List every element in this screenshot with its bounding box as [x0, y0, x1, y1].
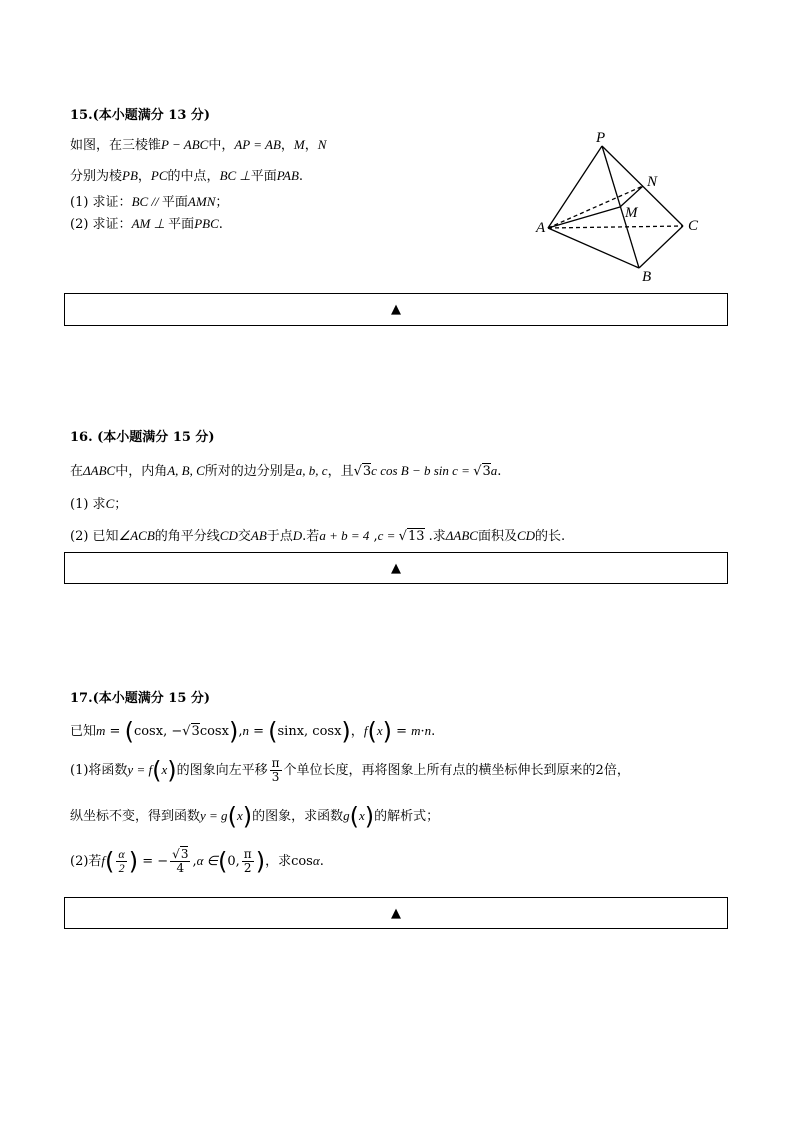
q15-math: BC //: [131, 194, 162, 209]
paren-icon: ): [341, 717, 351, 746]
q16-text: ；: [114, 497, 128, 512]
q15-text: .: [218, 217, 223, 232]
q17-text: (2)若: [70, 854, 102, 869]
paren-icon: ): [228, 717, 239, 746]
q17-math: 0,: [227, 854, 240, 869]
paren-icon: ): [255, 847, 266, 876]
sqrt-symbol: √: [398, 529, 407, 544]
q15-part2: [70, 213, 223, 232]
q15-text: ，: [137, 169, 151, 184]
paren-icon: (: [124, 717, 134, 746]
q17-text: ,: [192, 854, 197, 869]
q16-text: .若: [302, 529, 320, 544]
paren-icon: ): [242, 802, 253, 831]
q17-text: (1)将函数: [70, 763, 128, 778]
q17-math: g: [343, 808, 350, 823]
q16-math: c cos B − b sin c =: [371, 463, 474, 478]
q17-math: cosx: [199, 724, 229, 739]
q16-math: CD: [219, 528, 238, 543]
q15-text: 中，: [208, 138, 235, 153]
q16-text: 于点: [266, 529, 293, 544]
q16-text: 中，内角: [115, 464, 168, 479]
q15-text: (1) 求证：: [70, 195, 132, 210]
q15-math: PC: [150, 168, 168, 183]
edge-ac-hidden: [548, 226, 683, 228]
vector-m: m: [411, 723, 421, 738]
q16-math: D: [292, 528, 303, 543]
q16-math: ΔABC: [445, 528, 478, 543]
q15-math: AMN: [187, 194, 216, 209]
q15-math: PBC: [194, 216, 219, 231]
q16-math: a, b, c: [295, 463, 328, 478]
q16-math: ΔABC: [83, 463, 116, 478]
paren-icon: (: [152, 756, 162, 785]
q16-text: 的角平分线: [154, 529, 220, 544]
q16-text: ，且: [327, 464, 354, 479]
q17-text: = −: [138, 854, 169, 869]
answer-marker-icon: ▲: [391, 905, 401, 921]
q17-text: 的图象向左平移: [176, 763, 268, 778]
q15-text: 如图，在三棱锥: [70, 138, 162, 153]
q15-text: ；: [215, 195, 229, 210]
q17-text: 已知: [70, 724, 97, 739]
q17-math: sinx, cosx: [277, 724, 342, 739]
q16-math: AB: [250, 528, 267, 543]
q16-math: a: [490, 463, 498, 478]
q15-math: BC ⊥: [219, 168, 251, 183]
fraction-pi-over-3: [270, 757, 282, 784]
q15-text: (2) 求证：: [70, 217, 132, 232]
q15-text: 分别为棱: [70, 169, 123, 184]
fraction-alpha-over-2: [116, 848, 126, 875]
q15-math: N: [317, 137, 327, 152]
q15-math: PB: [122, 168, 138, 183]
frac-num: α: [118, 847, 125, 861]
q16-math: c =: [377, 528, 399, 543]
fraction-pi-over-2: [242, 848, 254, 875]
sqrt-symbol: √: [182, 724, 191, 739]
q15-math: AM ⊥: [131, 216, 169, 231]
q16-text: (1) 求: [70, 497, 106, 512]
q17-math: 3: [191, 724, 200, 739]
q17-text: =: [391, 724, 412, 739]
q17-math: cos: [291, 854, 313, 869]
q16-stem: [70, 460, 501, 479]
paren-icon: (: [105, 847, 115, 876]
frac-num: π: [271, 756, 280, 770]
q16-math: 13: [407, 529, 425, 544]
q16-text: 的长.: [535, 529, 566, 544]
q17-math: f: [101, 853, 106, 868]
q17-text: 的解析式；: [374, 809, 440, 824]
q16-heading: 16. (本小题满分 15 分): [70, 430, 215, 445]
q15-text: 平面: [161, 195, 188, 210]
q16-text: ,: [369, 529, 378, 544]
frac-num: √3: [172, 847, 189, 861]
paren-icon: ): [128, 847, 139, 876]
q17-text: 的图象，求函数: [252, 809, 344, 824]
q17-math: x: [358, 808, 365, 823]
q17-text: =: [248, 724, 269, 739]
q15-text: ，: [280, 138, 294, 153]
paren-icon: (: [367, 717, 377, 746]
q15-answer-box[interactable]: [64, 293, 728, 326]
vector-m: m: [96, 723, 106, 738]
q17-text: 纵坐标不变，得到函数: [70, 809, 201, 824]
q16-text: .: [497, 464, 502, 479]
q17-math: α: [312, 853, 320, 868]
q17-text: 倍，: [603, 763, 630, 778]
frac-num-radicand: 3: [180, 847, 189, 861]
q15-math: P − ABC: [161, 137, 209, 152]
q15-stem-line1: [70, 134, 326, 153]
q16-math: CD: [516, 528, 536, 543]
q17-math: α ∈: [196, 853, 219, 868]
q17-answer-box[interactable]: [64, 897, 728, 929]
q16-math: A, B, C: [167, 463, 205, 478]
q16-math: ∠ACB: [118, 528, 155, 543]
q17-text: =: [105, 724, 125, 739]
q15-text: .: [298, 169, 304, 184]
q15-text: ，: [304, 138, 318, 153]
q16-text: 面积及: [477, 529, 517, 544]
q17-text: 个单位长度，再将图象上所有点的横坐标伸长到原来的: [283, 763, 596, 778]
q16-answer-box[interactable]: [64, 552, 728, 584]
paren-icon: (: [218, 847, 228, 876]
q15-text: 平面: [250, 169, 277, 184]
sqrt-symbol: √: [473, 464, 482, 479]
paren-icon: (: [268, 717, 278, 746]
q17-text: ，: [350, 724, 364, 739]
q15-math: PAB: [276, 168, 299, 183]
q16-math: 3: [362, 464, 372, 479]
paren-icon: ): [167, 756, 177, 785]
answer-marker-icon: ▲: [391, 560, 401, 576]
edge-mn: [620, 186, 643, 207]
paren-icon: (: [349, 802, 359, 831]
q17-math: x: [161, 762, 168, 777]
edge-bc: [639, 226, 683, 268]
frac-den: 4: [176, 861, 185, 875]
q16-math: a + b = 4: [319, 528, 370, 543]
paren-icon: ): [364, 802, 375, 831]
q17-math: x: [236, 808, 243, 823]
paren-icon: ): [382, 717, 392, 746]
sqrt-symbol: √: [353, 464, 362, 479]
q17-math: y = g: [200, 808, 228, 823]
q15-stem-line2: [70, 165, 303, 184]
answer-marker-icon: ▲: [391, 302, 401, 317]
edge-ab: [548, 228, 639, 268]
q15-pyramid-figure: [520, 124, 730, 286]
paren-icon: (: [227, 802, 237, 831]
frac-den: 2: [243, 861, 252, 875]
vector-n: n: [424, 723, 432, 738]
q16-math: C: [105, 496, 115, 511]
q16-part2: [70, 525, 565, 544]
q17-part1: [70, 757, 630, 784]
label-c: C: [688, 218, 699, 234]
q17-math: f: [363, 723, 368, 738]
frac-num: π: [243, 847, 252, 861]
label-m: M: [625, 205, 638, 221]
q16-text: 在: [70, 464, 84, 479]
label-p: P: [596, 130, 606, 146]
q17-math: y = f: [127, 762, 153, 777]
q17-math: x: [376, 723, 383, 738]
q17-text: ,: [238, 724, 243, 739]
q16-text: 所对的边分别是: [204, 464, 296, 479]
q17-heading: 17.(本小题满分 15 分): [70, 691, 211, 706]
label-b: B: [642, 269, 652, 285]
q16-text: .求: [424, 529, 446, 544]
q17-part1-line2: [70, 802, 440, 831]
q17-text: .: [319, 854, 324, 869]
q15-text: 平面: [168, 217, 195, 232]
q17-stem: [70, 717, 436, 746]
q16-math: 3: [482, 464, 491, 479]
label-n: N: [647, 174, 658, 190]
q16-text: 交: [237, 529, 251, 544]
q17-math: cosx, −: [133, 724, 183, 739]
label-a: A: [536, 220, 546, 236]
q17-part2: [70, 848, 324, 875]
q17-text: .: [431, 724, 436, 739]
q17-text: ·: [420, 724, 425, 739]
q17-text: ，求: [265, 854, 292, 869]
frac-den: 2: [118, 861, 125, 875]
q15-part1: [70, 191, 228, 210]
q15-heading: 15.(本小题满分 13 分): [70, 108, 211, 123]
q16-part1: [70, 493, 127, 512]
q15-math: AP = AB: [234, 137, 281, 152]
q15-math: M: [293, 137, 305, 152]
q15-text: 的中点，: [167, 169, 220, 184]
q17-math: 2: [595, 763, 604, 778]
edge-am: [548, 207, 620, 228]
fraction-sqrt3-over-4: [170, 848, 190, 875]
frac-den: 3: [271, 770, 280, 784]
vector-n: n: [242, 723, 249, 738]
q16-text: (2) 已知: [70, 529, 119, 544]
